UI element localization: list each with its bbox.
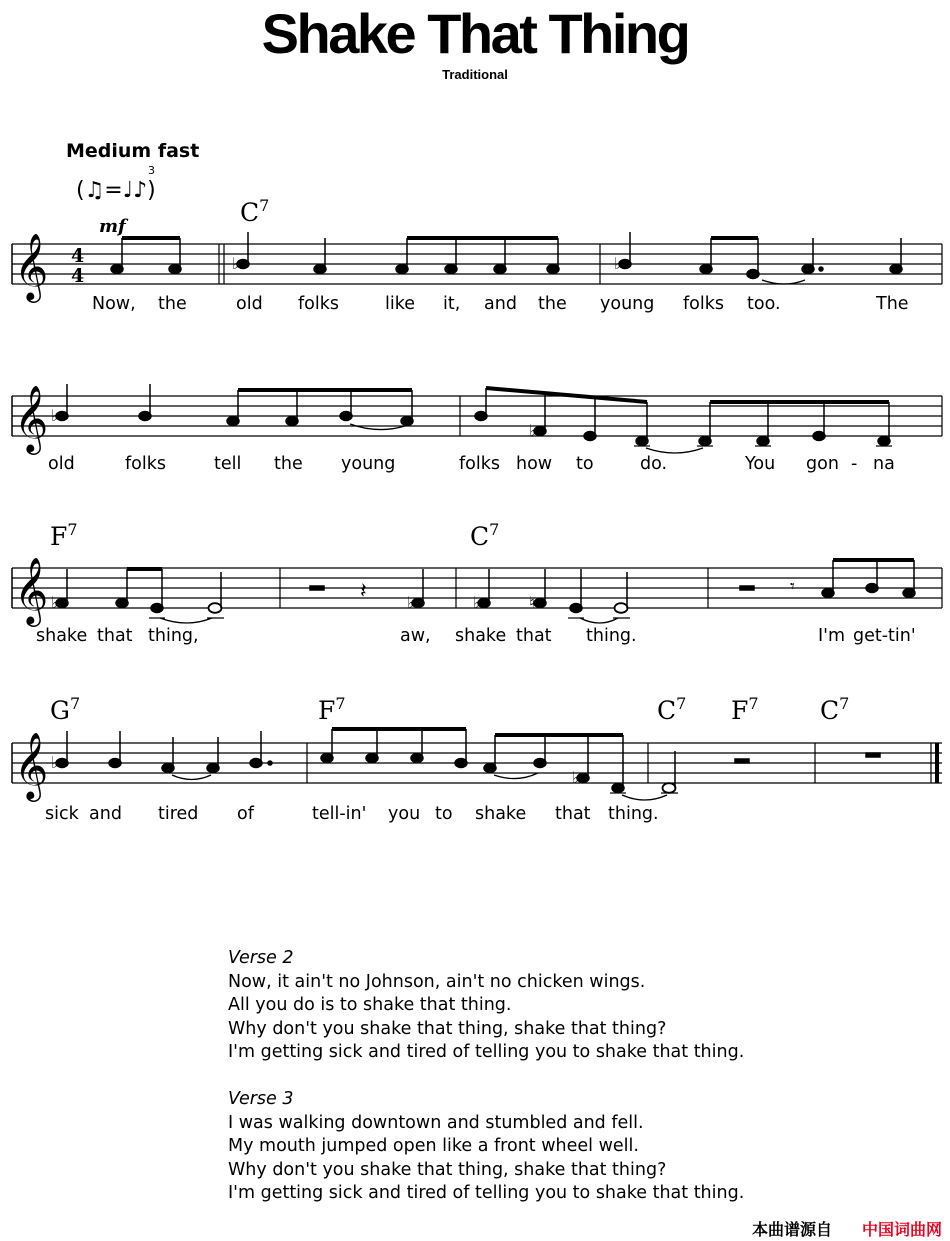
chord-c7: $C^7$: [470, 520, 500, 551]
verse-line: I'm getting sick and tired of telling you to shake that thing.: [228, 1183, 745, 1203]
staff-system-4: [0, 731, 950, 799]
swing-triplet-number: 3: [148, 164, 155, 177]
song-title: Shake That Thing: [261, 2, 689, 65]
time-signature-top: 4: [71, 245, 85, 267]
natural-icon: ♮: [529, 593, 535, 612]
treble-clef-icon: 𝄞: [14, 556, 49, 624]
verse-2: [228, 947, 744, 1065]
verse-line: Now, it ain't no Johnson, ain't no chicken wings.: [228, 971, 646, 992]
chord-c7: $C^7$: [657, 694, 687, 725]
verse-heading: Verse 2: [228, 948, 294, 968]
flat-icon: ♭: [51, 406, 59, 425]
flat-icon: ♭: [232, 254, 240, 273]
verse-heading: Verse 3: [228, 1089, 294, 1109]
chord-c7: $C^7$: [820, 694, 850, 725]
dynamic-mf: mf: [99, 216, 126, 237]
staff-system-1: [0, 232, 950, 300]
chord-f7: $F^7$: [50, 520, 78, 551]
treble-clef-icon: 𝄞: [14, 731, 49, 799]
staff-system-2: [0, 384, 950, 452]
verse-line: I'm getting sick and tired of telling you to shake that thing.: [228, 1042, 745, 1062]
lyric-line-2: old folks tell the young folks how to do. You gon - na: [48, 454, 895, 474]
source-label: 本曲谱源自: [751, 1220, 832, 1239]
site-name-link[interactable]: 中国词曲网: [861, 1220, 942, 1239]
chord-g7: $G^7$: [50, 694, 81, 725]
chord-c7: $C^7$: [240, 196, 270, 227]
verse-line: All you do is to shake that thing.: [228, 995, 512, 1015]
staff-system-3: [0, 556, 950, 624]
treble-clef-icon: 𝄞: [14, 232, 49, 300]
lyric-line-3: shake that thing, aw, shake that thing. I'm get-tin': [36, 626, 916, 646]
verse-3: [228, 1088, 744, 1206]
eighth-rest-icon: 𝄾: [790, 576, 795, 597]
flat-icon: ♭: [473, 593, 481, 612]
composer: Traditional: [442, 67, 508, 82]
flat-icon: ♭: [407, 593, 415, 612]
quarter-rest-icon: 𝄽: [360, 579, 367, 604]
chord-f7: $F^7$: [731, 694, 759, 725]
flat-icon: ♭: [529, 421, 537, 440]
verse-line: I was walking downtown and stumbled and fell.: [228, 1112, 644, 1133]
flat-icon: ♭: [51, 753, 59, 772]
lyric-line-4: sick and tired of tell-in' you to shake that thing.: [45, 804, 659, 824]
verse-line: Why don't you shake that thing, shake that thing?: [228, 1159, 667, 1180]
flat-icon: ♭: [51, 593, 59, 612]
verse-line: My mouth jumped open like a front wheel well.: [228, 1136, 639, 1156]
flat-icon: ♭: [572, 768, 580, 787]
swing-marking: (♫=♩♪): [76, 178, 156, 203]
time-signature-bottom: 4: [71, 265, 85, 287]
tempo-marking: Medium fast: [66, 140, 200, 162]
flat-icon: ♭: [614, 254, 622, 273]
chord-f7: $F^7$: [318, 694, 346, 725]
verse-line: Why don't you shake that thing, shake that thing?: [228, 1018, 667, 1039]
treble-clef-icon: 𝄞: [14, 384, 49, 452]
lyric-line-1: Now, the old folks like it, and the young folks too. The: [92, 294, 909, 314]
